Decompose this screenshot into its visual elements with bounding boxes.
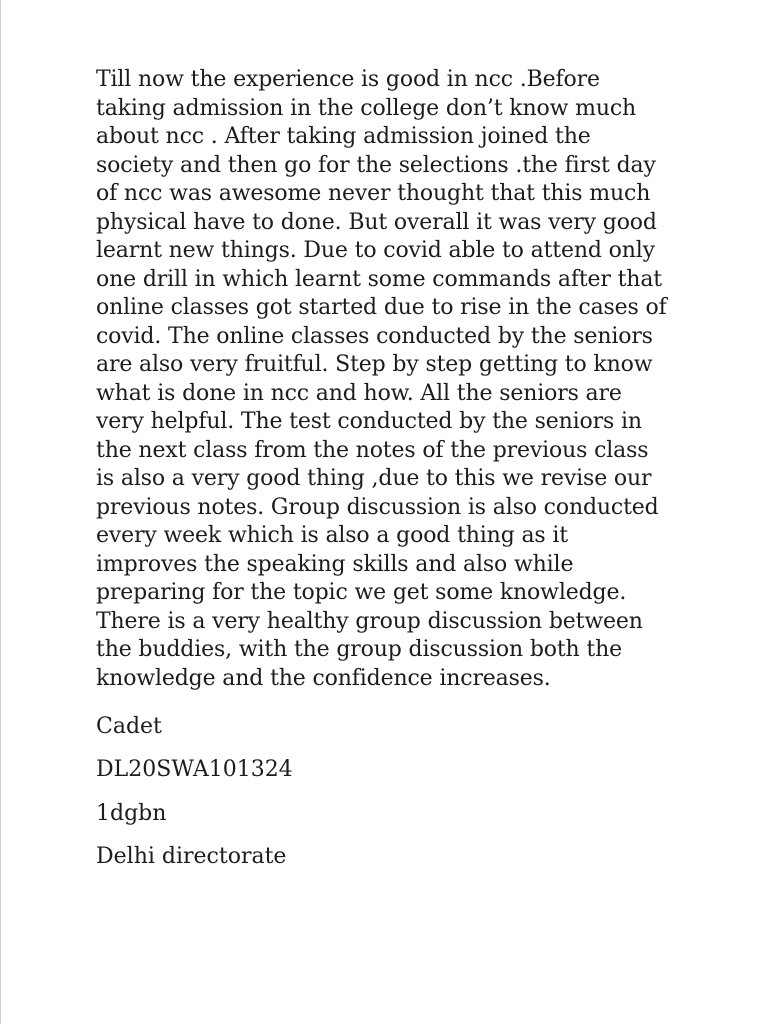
paragraph-line: what is done in ncc and how. All the seniors are bbox=[96, 380, 622, 406]
paragraph-line: knowledge and the confidence increases. bbox=[96, 665, 551, 691]
unit-name: 1dgbn bbox=[96, 800, 167, 826]
paragraph-line: improves the speaking skills and also while bbox=[96, 551, 574, 577]
paragraph-line: covid. The online classes conducted by the seniors bbox=[96, 323, 653, 349]
paragraph-line: about ncc . After taking admission joined the bbox=[96, 124, 591, 149]
paragraph-line: the buddies, with the group discussion both the bbox=[96, 637, 622, 662]
paragraph-line: the next class from the notes of the previous class bbox=[96, 437, 649, 463]
paragraph-line: is also a very good thing ,due to this we revise our bbox=[96, 466, 652, 491]
paragraph-line: previous notes. Group discussion is also conducted bbox=[96, 494, 659, 520]
paragraph-line: every week which is also a good thing as it bbox=[96, 523, 568, 548]
paragraph-line: There is a very healthy group discussion between bbox=[96, 608, 643, 634]
directorate-name: Delhi directorate bbox=[96, 843, 287, 869]
paragraph-line: of ncc was awesome never thought that this much bbox=[96, 181, 651, 206]
paragraph-line: preparing for the topic we get some knowledge. bbox=[96, 580, 627, 605]
regimental-number: DL20SWA101324 bbox=[96, 757, 293, 783]
paragraph-line: one drill in which learnt some commands after that bbox=[96, 266, 662, 292]
paragraph-line: learnt new things. Due to covid able to attend only bbox=[96, 238, 655, 263]
paragraph-line: taking admission in the college don’t know much bbox=[96, 95, 637, 121]
cadet-rank: Cadet bbox=[96, 714, 162, 739]
paragraph-line: very helpful. The test conducted by the seniors in bbox=[96, 409, 642, 434]
paragraph-line: society and then go for the selections .the first day bbox=[96, 152, 656, 178]
experience-paragraph bbox=[96, 66, 706, 693]
document-content bbox=[96, 66, 706, 886]
signature-block bbox=[96, 713, 706, 871]
paragraph-line: physical have to done. But overall it was very good bbox=[96, 209, 657, 235]
paragraph-line: Till now the experience is good in ncc .Before bbox=[96, 67, 600, 92]
paragraph-line: are also very fruitful. Step by step getting to know bbox=[96, 352, 653, 377]
paragraph-line: online classes got started due to rise in the cases of bbox=[96, 295, 667, 320]
